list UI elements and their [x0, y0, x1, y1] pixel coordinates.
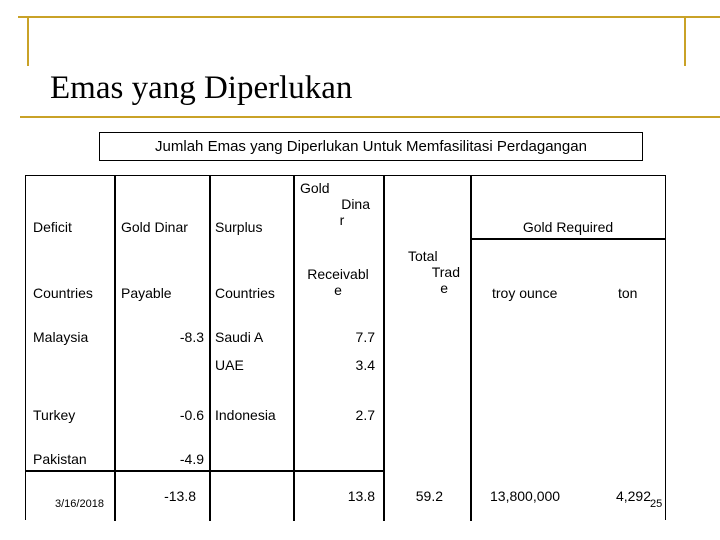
header-surplus: Surplus [215, 219, 263, 235]
gold-rule-left [27, 16, 29, 66]
cell-receivable-indonesia: 2.7 [355, 407, 375, 423]
header-ton: ton [618, 285, 638, 301]
header-troy-ounce: troy ounce [492, 285, 558, 301]
cell-surplus-indonesia: Indonesia [215, 407, 276, 423]
cell-payable-pakistan: -4.9 [179, 451, 204, 467]
cell-payable-total: -13.8 [164, 488, 196, 504]
header-gold-required: Gold Required [522, 219, 614, 235]
gold-required-divider [470, 238, 666, 240]
cell-country-pakistan: Pakistan [33, 451, 87, 467]
header-total-trade: Total Trad e [408, 248, 460, 296]
cell-troy-ounce-total: 13,800,000 [490, 488, 561, 504]
cell-payable-turkey: -0.6 [179, 407, 204, 423]
cell-country-turkey: Turkey [33, 407, 76, 423]
header-receivable: Receivabl e [307, 266, 369, 298]
slide-date: 3/16/2018 [55, 498, 104, 510]
cell-surplus-saudi: Saudi A [215, 329, 264, 345]
gold-rule-title [20, 116, 720, 118]
cell-country-malaysia: Malaysia [33, 329, 89, 345]
header-gold-dinar-payable: Payable [121, 285, 172, 301]
row-divider-total [25, 470, 383, 472]
cell-receivable-total: 13.8 [347, 488, 375, 504]
header-gold-dinar: Gold Dinar [121, 219, 188, 235]
cell-receivable-saudi: 7.7 [355, 329, 375, 345]
gold-rule-top [18, 16, 720, 18]
header-deficit-countries: Countries [33, 285, 93, 301]
header-deficit: Deficit [33, 219, 72, 235]
cell-total-trade: 59.2 [415, 488, 443, 504]
cell-surplus-uae: UAE [215, 357, 244, 373]
col-divider-4 [383, 175, 385, 521]
header-surplus-countries: Countries [215, 285, 275, 301]
table-caption: Jumlah Emas yang Diperlukan Untuk Memfasilitasi Perdagangan [99, 132, 643, 161]
gold-rule-right [684, 16, 686, 66]
cell-payable-malaysia: -8.3 [179, 329, 204, 345]
page-number: 25 [650, 498, 663, 510]
cell-receivable-uae: 3.4 [355, 357, 375, 373]
cell-ton-total: 4,292 [615, 488, 651, 504]
page-title: Emas yang Diperlukan [50, 70, 353, 106]
header-gold-dinar-receivable: Gold Dina r [300, 180, 370, 228]
